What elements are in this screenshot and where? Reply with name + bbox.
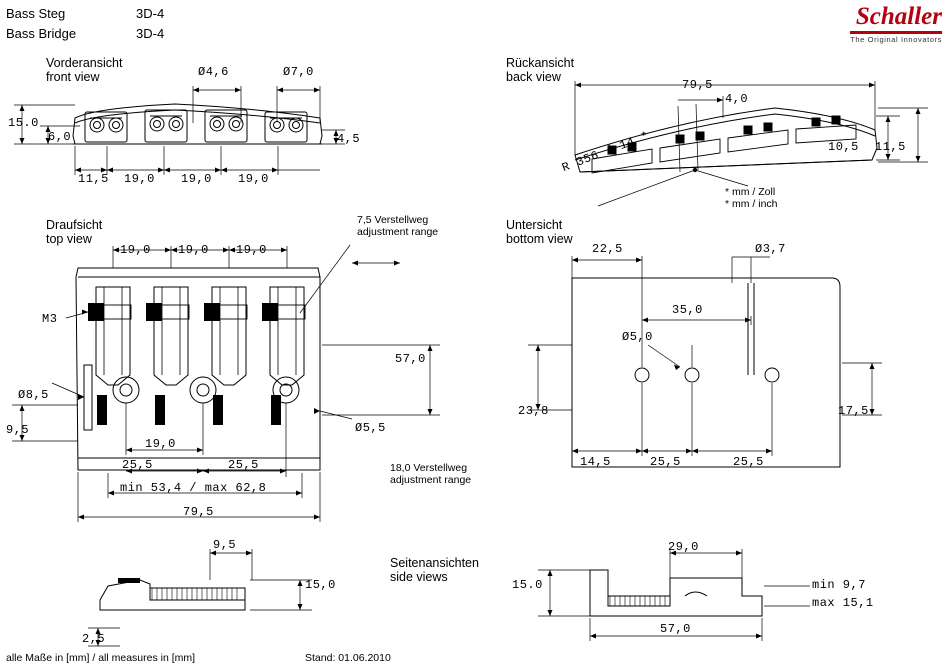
top-dim-d-left: Ø8,5 xyxy=(18,388,49,402)
top-dim-left-v: 9,5 xyxy=(6,423,30,437)
side-right-dim-bottom: 57,0 xyxy=(660,622,691,636)
header-line2-model: 3D-4 xyxy=(136,26,165,41)
front-dim-h-left: 15.0 xyxy=(8,116,39,130)
thread-label: M3 xyxy=(42,312,58,326)
side-left-dim-top: 9,5 xyxy=(213,538,237,552)
side-right-dim-min: min 9,7 xyxy=(812,578,866,592)
front-dim-s4: 19,0 xyxy=(238,172,269,186)
side-left-dim-right: 15,0 xyxy=(305,578,336,592)
logo-tagline: The Original Innovators xyxy=(850,35,942,44)
adjust-75-note xyxy=(357,214,438,238)
logo-underline xyxy=(850,31,942,34)
top-view-label-de: Draufsicht xyxy=(46,218,103,232)
radius-note: R 356 / 14 * xyxy=(560,128,652,176)
adjust-75-de: 7,5 Verstellweg xyxy=(357,214,429,226)
adjust-75-en: adjustment range xyxy=(357,226,439,238)
front-dim-d2: Ø7,0 xyxy=(283,65,314,79)
back-dim-gap: 4,0 xyxy=(725,92,749,106)
bottom-dim-b3: 25,5 xyxy=(733,455,764,469)
side-view-right-drawing xyxy=(480,528,950,663)
side-right-dim-max: max 15,1 xyxy=(812,596,874,610)
side-right-dim-left: 15.0 xyxy=(512,578,543,592)
adjust-180-de: 18,0 Verstellweg xyxy=(390,462,468,474)
bottom-dim-b1: 14,5 xyxy=(580,455,611,469)
top-dim-b3: 25,5 xyxy=(228,458,259,472)
unit-note-de: * mm / Zoll xyxy=(725,186,776,198)
back-view-label-de: Rückansicht xyxy=(506,56,575,70)
side-view-left-drawing xyxy=(0,528,380,663)
side-right-dim-top: 29,0 xyxy=(668,540,699,554)
top-dim-v-right: 57,0 xyxy=(395,352,426,366)
bottom-dim-right-v: 17,5 xyxy=(838,404,869,418)
side-view-label-en: side views xyxy=(390,570,448,584)
back-dim-h2: 11,5 xyxy=(875,140,906,154)
footer-left: alle Maße in [mm] / all measures in [mm] xyxy=(6,652,196,664)
schaller-logo xyxy=(850,4,942,44)
header-line2-en: Bass Bridge xyxy=(6,26,77,41)
header-line1-de: Bass Steg xyxy=(6,6,66,21)
top-dim-range: min 53,4 / max 62,8 xyxy=(120,481,267,495)
bottom-dim-d1: Ø3,7 xyxy=(755,242,786,256)
back-dim-h1: 10,5 xyxy=(828,140,859,154)
bottom-view-drawing xyxy=(480,215,950,505)
front-dim-h-left2: 6,0 xyxy=(48,130,72,144)
adjust-180-en: adjustment range xyxy=(390,474,472,486)
back-dim-total: 79,5 xyxy=(682,78,713,92)
bottom-view-label-de: Untersicht xyxy=(506,218,563,232)
bottom-dim-d2: Ø5,0 xyxy=(622,330,653,344)
side-view-label xyxy=(390,556,479,584)
top-dim-b2: 25,5 xyxy=(122,458,153,472)
front-dim-s2: 19,0 xyxy=(124,172,155,186)
bottom-dim-t1: 22,5 xyxy=(592,242,623,256)
bottom-dim-b2: 25,5 xyxy=(650,455,681,469)
top-dim-total: 79,5 xyxy=(183,505,214,519)
back-view-drawing xyxy=(480,60,950,210)
top-view-label-en: top view xyxy=(46,232,92,246)
bottom-dim-left-v: 23,8 xyxy=(518,404,549,418)
front-dim-s1: 11,5 xyxy=(78,172,109,186)
footer-right: Stand: 01.06.2010 xyxy=(305,652,391,664)
front-dim-d1: Ø4,6 xyxy=(198,65,229,79)
logo-name: Schaller xyxy=(855,3,942,30)
top-dim-d-hole: Ø5,5 xyxy=(355,421,386,435)
back-view-label-en: back view xyxy=(506,70,561,84)
front-dim-s3: 19,0 xyxy=(181,172,212,186)
unit-notes xyxy=(725,186,778,210)
top-dim-b1: 19,0 xyxy=(145,437,176,451)
front-view-label-de: Vorderansicht xyxy=(46,56,123,70)
adjust-180-note xyxy=(390,462,471,486)
top-dim-s2: 19,0 xyxy=(178,243,209,257)
front-dim-h-right: 4,5 xyxy=(337,132,361,146)
bottom-view-label-en: bottom view xyxy=(506,232,573,246)
top-dim-s3: 19,0 xyxy=(236,243,267,257)
header-title-block xyxy=(6,6,164,41)
bottom-dim-mid: 35,0 xyxy=(672,303,703,317)
side-left-dim-bottom: 2,5 xyxy=(82,632,106,646)
side-view-label-de: Seitenansichten xyxy=(390,556,479,570)
header-line1-model: 3D-4 xyxy=(136,6,165,21)
front-view-label-en: front view xyxy=(46,70,100,84)
top-dim-s1: 19,0 xyxy=(120,243,151,257)
unit-note-en: * mm / inch xyxy=(725,198,778,210)
